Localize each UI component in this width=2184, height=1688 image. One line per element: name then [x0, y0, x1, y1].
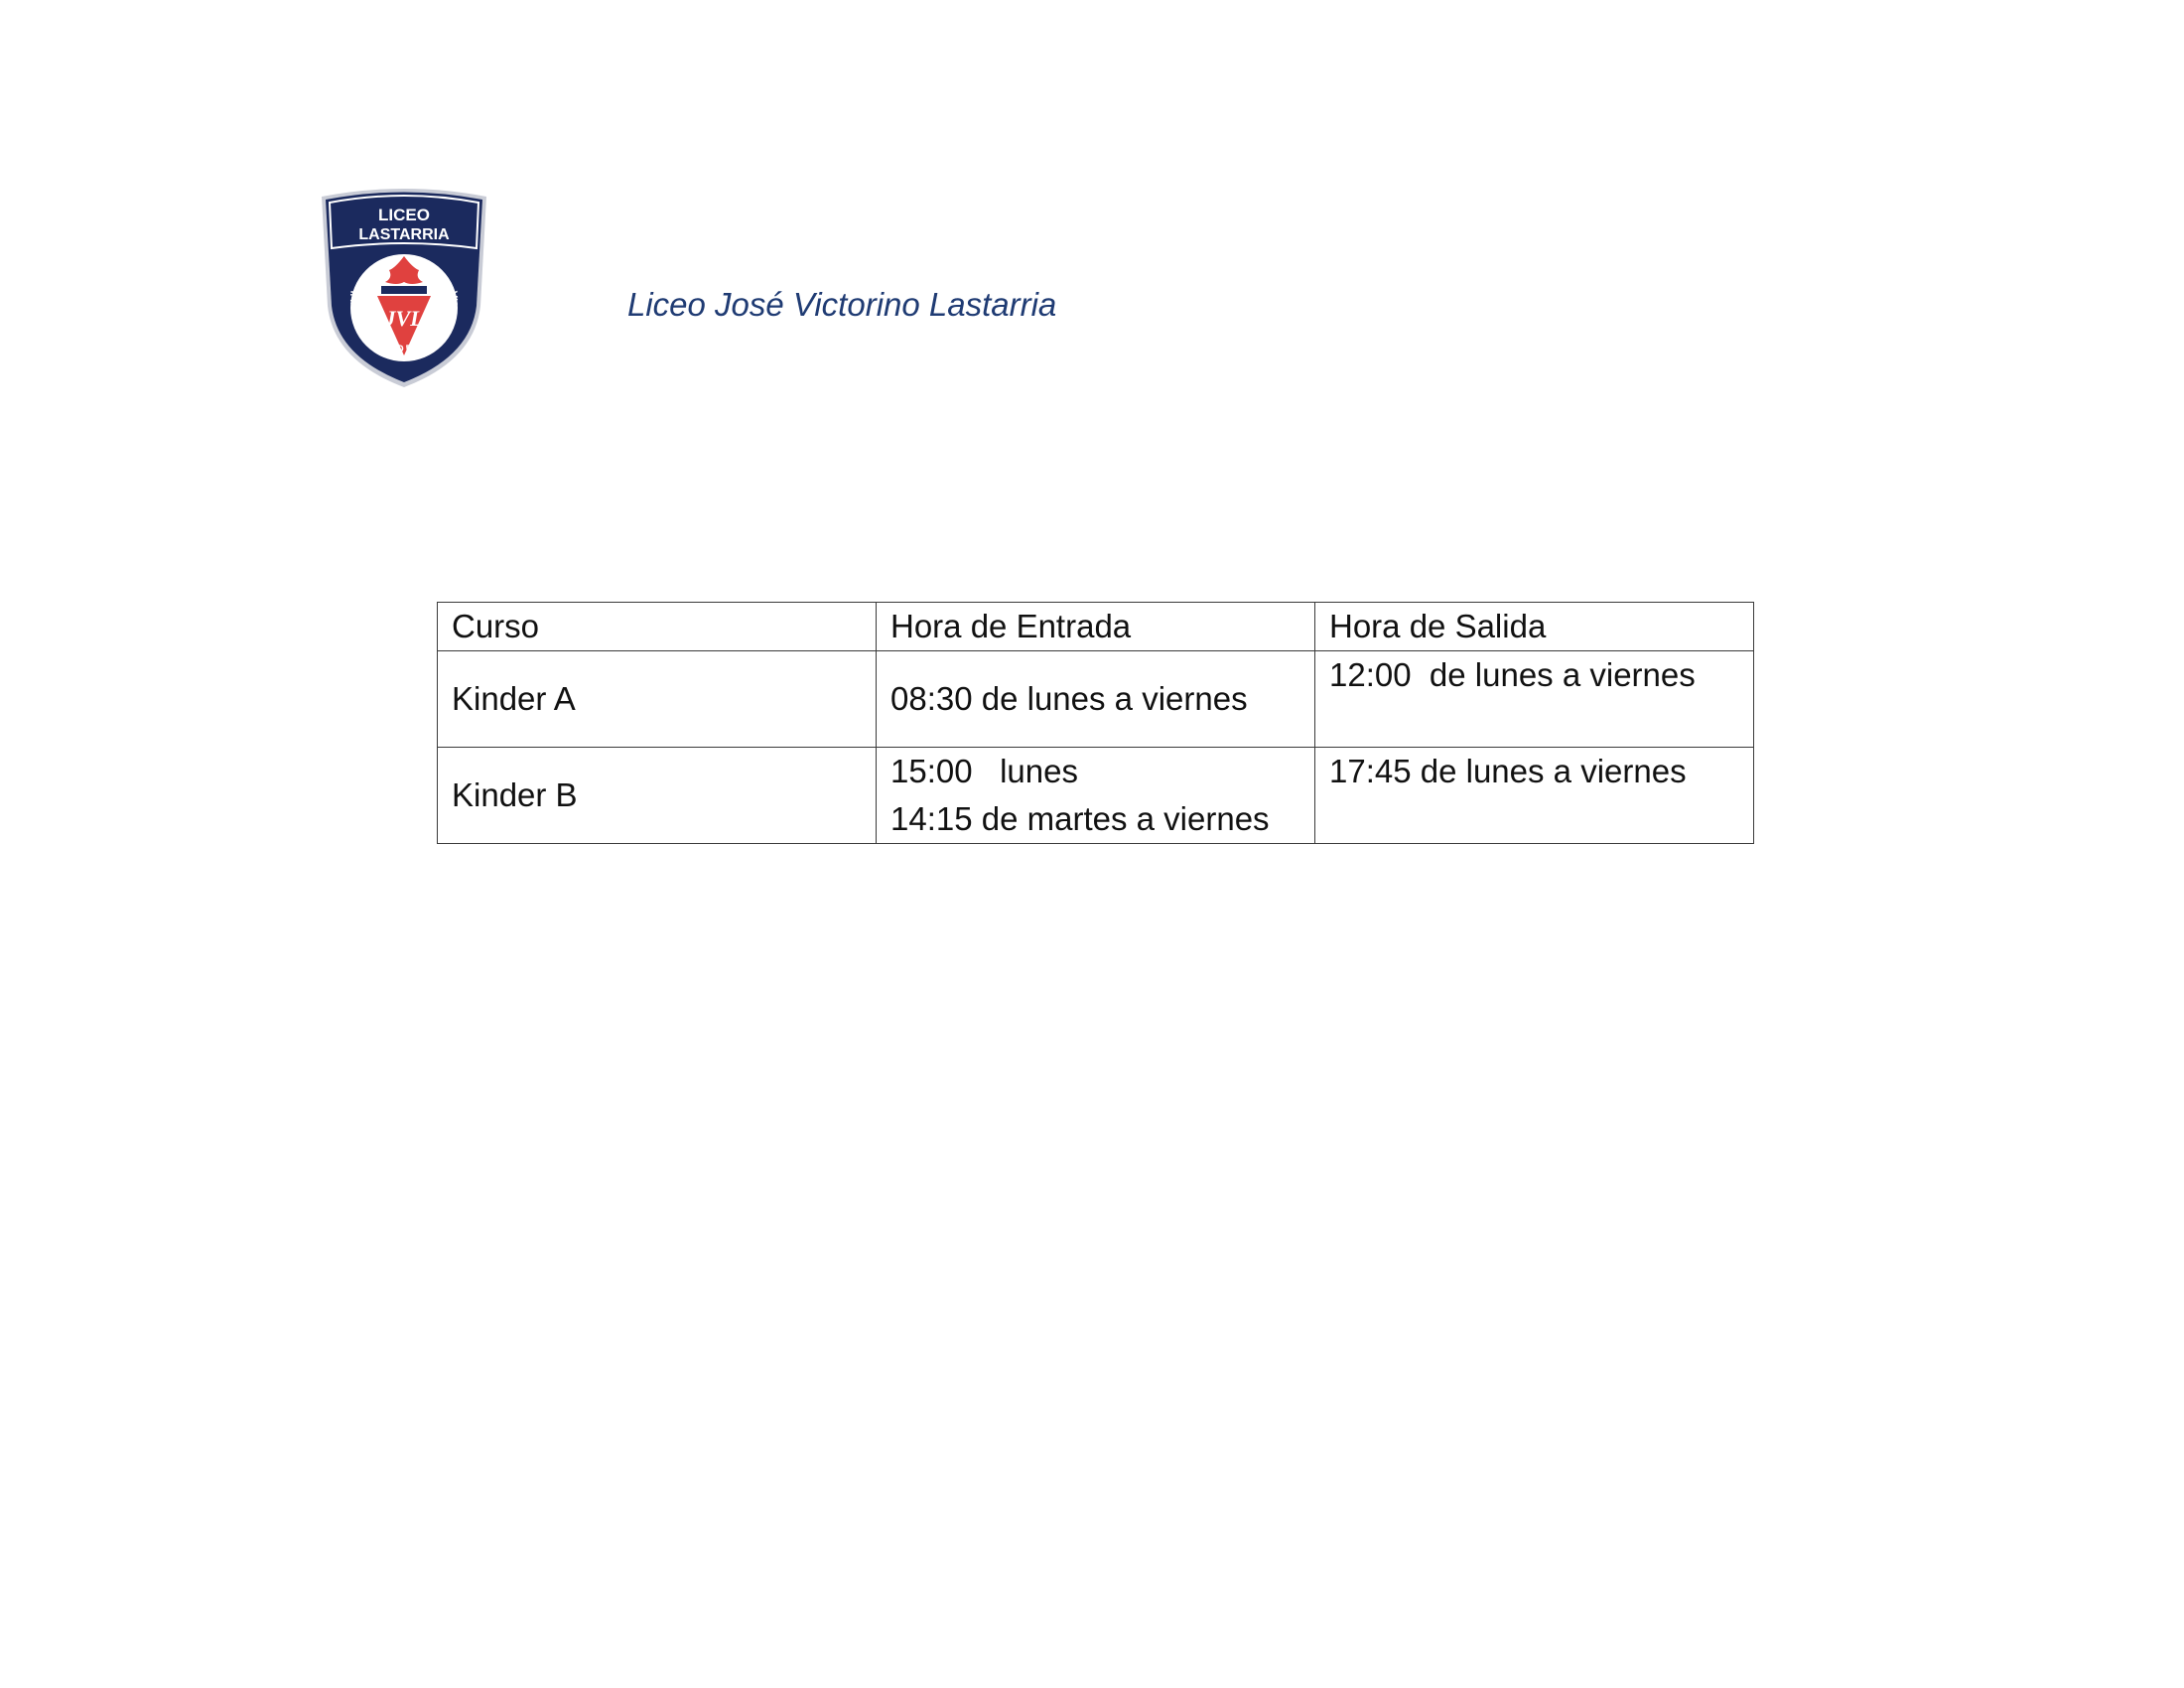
cell-line: 15:00 lunes	[890, 753, 1078, 789]
cell-curso: Kinder B	[438, 748, 877, 844]
column-header-salida: Hora de Salida	[1315, 603, 1754, 651]
cell-line: 12:00 de lunes a viernes	[1329, 656, 1696, 693]
logo-text-liceo: LICEO	[378, 206, 430, 224]
table-row	[438, 748, 1754, 844]
schedule-table	[437, 602, 1754, 844]
cell-salida	[1315, 748, 1754, 844]
table-row	[438, 651, 1754, 748]
table-header-row	[438, 603, 1754, 651]
logo-text-lastarria: LASTARRIA	[358, 226, 450, 243]
cell-salida	[1315, 651, 1754, 748]
column-header-entrada: Hora de Entrada	[877, 603, 1315, 651]
column-header-curso: Curso	[438, 603, 877, 651]
school-name-heading: Liceo José Victorino Lastarria	[627, 286, 1057, 323]
logo-ring-text: I. MUNICIPALIDAD DE PROVIDENCIA	[346, 289, 462, 355]
cell-curso: Kinder A	[438, 651, 877, 748]
school-crest-logo	[316, 187, 492, 391]
logo-monogram: JVL	[384, 306, 424, 331]
cell-line: 14:15 de martes a viernes	[890, 800, 1270, 837]
cell-line: 17:45 de lunes a viernes	[1329, 753, 1687, 789]
cell-entrada	[877, 651, 1315, 748]
cell-entrada	[877, 748, 1315, 844]
cell-line: 08:30 de lunes a viernes	[890, 680, 1248, 717]
